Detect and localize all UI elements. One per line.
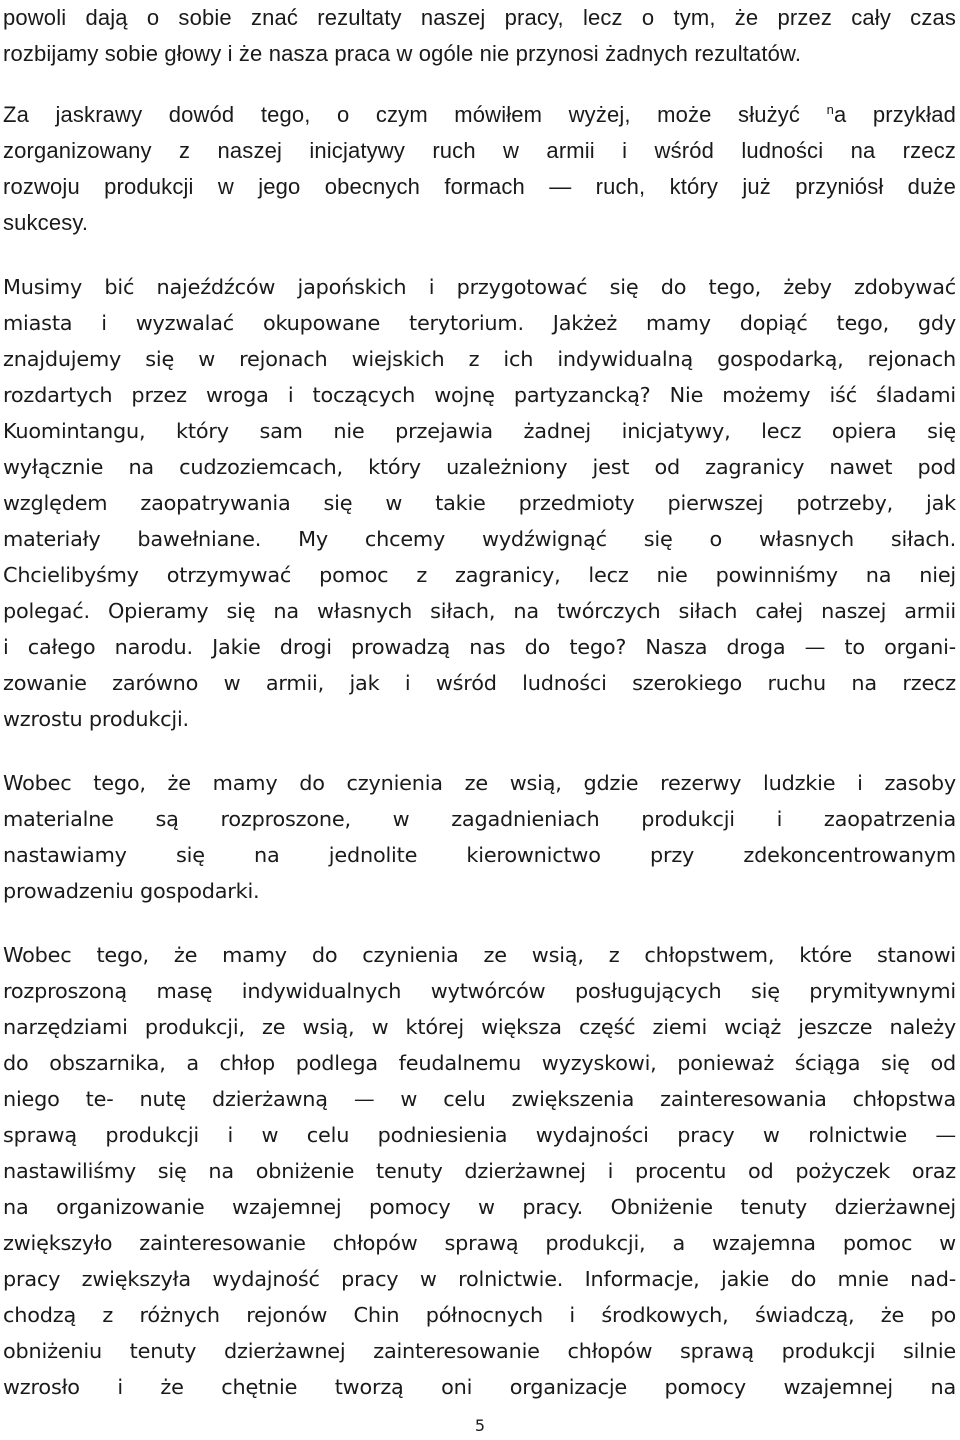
- text-line: wyłącznie na cudzoziemcach, który uzależniony jest od zagranicy nawet pod: [3, 455, 956, 479]
- text-line: zorganizowany z naszej inicjatywy ruch w armii i wśród ludności na rzecz: [3, 138, 956, 163]
- superscript-mark: n: [826, 102, 834, 117]
- text-line: chodzą z różnych rejonów Chin północnych i środkowych, świadczą, że po: [3, 1303, 956, 1327]
- text-line: Wobec tego, że mamy do czynienia ze wsią, z chłopstwem, które stanowi: [3, 943, 956, 967]
- text-line: rozbijamy sobie głowy i że nasza praca w ogóle nie przynosi żadnych rezultatów.: [3, 41, 802, 66]
- document-page: [3, 0, 956, 1405]
- text-line: Musimy bić najeźdźców japońskich i przygotować się do tego, żeby zdobywać: [3, 275, 956, 299]
- text-fragment: a przykład: [833, 102, 956, 127]
- text-line: niego te- nutę dzierżawną — w celu zwiększenia zainteresowania chłopstwa: [3, 1087, 956, 1111]
- text-line: powoli dają o sobie znać rezultaty naszej pracy, lecz o tym, że przez cały czas: [3, 5, 956, 30]
- text-line: i całego narodu. Jakie drogi prowadzą nas do tego? Nasza droga — to organi-: [3, 635, 956, 659]
- text-line: materialne są rozproszone, w zagadnieniach produkcji i zaopatrzenia: [3, 807, 956, 831]
- text-line: narzędziami produkcji, ze wsią, w której większa część ziemi wciąż jeszcze należy: [3, 1015, 956, 1039]
- text-line: obniżeniu tenuty dzierżawnej zainteresowanie chłopów sprawą produkcji silnie: [3, 1339, 956, 1363]
- text-line: rozproszoną masę indywidualnych wytwórców posługujących się prymitywnymi: [3, 979, 956, 1003]
- text-line: Wobec tego, że mamy do czynienia ze wsią, gdzie rezerwy ludzkie i zasoby: [3, 771, 956, 795]
- text-line: materiały bawełniane. My chcemy wydźwignąć się o własnych siłach.: [3, 527, 956, 551]
- text-line: polegać. Opieramy się na własnych siłach, na twórczych siłach całej naszej armii: [3, 599, 956, 623]
- text-line: względem zaopatrywania się w takie przedmioty pierwszej potrzeby, jak: [3, 491, 956, 515]
- text-line: zowanie zarówno w armii, jak i wśród ludności szerokiego ruchu na rzecz: [3, 671, 956, 695]
- text-line: rozdartych przez wroga i toczących wojnę partyzancką? Nie możemy iść śladami: [3, 383, 956, 407]
- paragraph-4: [3, 765, 956, 909]
- text-line: nastawiliśmy się na obniżenie tenuty dzierżawnej i procentu od pożyczek oraz: [3, 1159, 956, 1183]
- text-line: rozwoju produkcji w jego obecnych formach — ruch, który już przyniósł duże: [3, 174, 956, 199]
- text-line: prowadzeniu gospodarki.: [3, 879, 260, 903]
- text-line: Chcielibyśmy otrzymywać pomoc z zagranicy, lecz nie powinniśmy na niej: [3, 563, 956, 587]
- text-line: zwiększyło zainteresowanie chłopów sprawą produkcji, a wzajemna pomoc w: [3, 1231, 956, 1255]
- text-line: Kuomintangu, który sam nie przejawia żadnej inicjatywy, lecz opiera się: [3, 419, 956, 443]
- text-line: nastawiamy się na jednolite kierownictwo przy zdekoncentrowanym: [3, 843, 956, 867]
- text-line: do obszarnika, a chłop podlega feudalnemu wyzyskowi, ponieważ ściąga się od: [3, 1051, 956, 1075]
- text-line: sprawą produkcji i w celu podniesienia wydajności pracy w rolnictwie —: [3, 1123, 956, 1147]
- text-line: [3, 97, 956, 133]
- text-line: znajdujemy się w rejonach wiejskich z ich indywidualną gospodarką, rejonach: [3, 347, 956, 371]
- page-number: 5: [474, 1416, 486, 1435]
- text-line: miasta i wyzwalać okupowane terytorium. Jakżeż mamy dopiąć tego, gdy: [3, 311, 956, 335]
- text-line: sukcesy.: [3, 210, 89, 235]
- text-line: pracy zwiększyła wydajność pracy w rolnictwie. Informacje, jakie do mnie nad-: [3, 1267, 956, 1291]
- text-line: wzrostu produkcji.: [3, 707, 189, 731]
- paragraph-2: [3, 97, 956, 241]
- text-line: wzrosło i że chętnie tworzą oni organizacje pomocy wzajemnej na: [3, 1375, 956, 1399]
- text-line: na organizowanie wzajemnej pomocy w pracy. Obniżenie tenuty dzierżawnej: [3, 1195, 956, 1219]
- paragraph-1: [3, 0, 956, 72]
- paragraph-3: [3, 269, 956, 737]
- text-fragment: Za jaskrawy dowód tego, o czym mówiłem wyżej, może służyć: [3, 102, 827, 127]
- paragraph-5: [3, 937, 956, 1405]
